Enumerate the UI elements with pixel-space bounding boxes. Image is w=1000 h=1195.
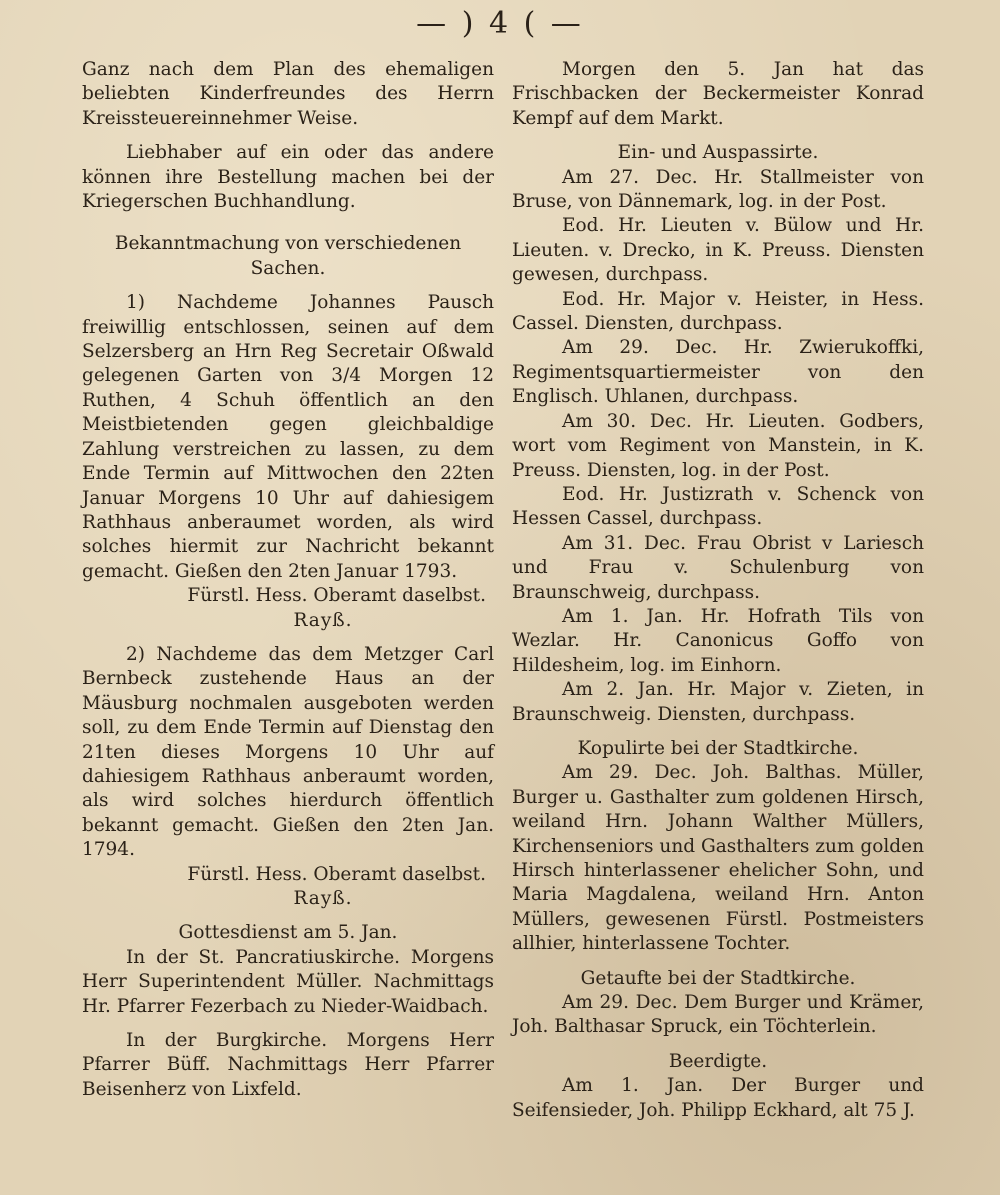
traveller-entry: Eod. Hr. Major v. Heister, in Hess. Cassel. Diensten, durchpass. xyxy=(512,288,924,335)
church-service-heading: Gottesdienst am 5. Jan. xyxy=(178,922,398,944)
notice-house-sale: 2) Nachdeme das dem Metzger Carl Bernbeck zustehende Haus an der Mäusburg nochmalen ausgeboten werden soll, zu dem Ende Termin auf Dienstag den 21ten dieses Morgens 10 Uhr auf dahiesigem Rathhaus anberaumt worden, als wird solches hierdurch öffentlich bekannt gemacht. Gießen den 2ten Jan. 1794. xyxy=(82,643,494,861)
traveller-entry: Eod. Hr. Lieuten v. Bülow und Hr. Lieuten. v. Drecko, in K. Preuss. Diensten gewesen, durchpass. xyxy=(512,215,924,286)
travellers-heading: Ein- und Auspassirte. xyxy=(617,142,819,164)
notice-garden-sale: 1) Nachdeme Johannes Pausch freiwillig entschlossen, seinen auf dem Selzersberg an Hrn Reg Secretair Oßwald gelegenen Garten von 3/4 Morgen 12 Ruthen, 4 Schuh öffentlich an den Meistbietenden gegen gleichbaldige Zahlung verstreichen zu lassen, zu dem Ende Termin auf Mittwochen den 22ten Januar Morgens 10 Uhr auf dahiesigem Rathhaus anberaumet worden, als wird solches hiermit zur Nachricht bekannt gemacht. Gießen den 2ten Januar 1793. xyxy=(82,292,494,582)
marriages-heading: Kopulirte bei der Stadtkirche. xyxy=(577,737,859,759)
right-column xyxy=(512,58,924,1123)
marriage-entry: Am 29. Dec. Joh. Balthas. Müller, Burger u. Gasthalter zum goldenen Hirsch, weiland Hrn. Johann Walther Müllers, Kirchenseniors und Gasthalters zum golden Hirsch hinterlassener ehelicher Sohn, und Maria Magdalena, weiland Hrn. Anton Müllers, gewesenen Fürstl. Postmeisters allhier, hinterlassene Tochter. xyxy=(512,762,924,955)
traveller-entry: Am 31. Dec. Frau Obrist v Lariesch und Frau v. Schulenburg von Braunschweig, durchpass. xyxy=(512,532,924,603)
notice2-signature-office: Fürstl. Hess. Oberamt daselbst. xyxy=(187,863,486,885)
notice2-signature-name: Rayß. xyxy=(293,888,353,909)
baptisms-heading: Getaufte bei der Stadtkirche. xyxy=(580,967,856,989)
announcements-heading: Bekanntmachung von verschiedenen Sachen. xyxy=(114,233,462,279)
left-column xyxy=(82,58,494,1102)
service-burgkirche: In der Burgkirche. Morgens Herr Pfarrer Büff. Nachmittags Herr Pfarrer Beisenherz von Lixfeld. xyxy=(82,1030,494,1100)
traveller-entry: Am 30. Dec. Hr. Lieuten. Godbers, wort vom Regiment von Manstein, in K. Preuss. Diensten, log. in der Post. xyxy=(512,410,924,481)
burial-entry: Am 1. Jan. Der Burger und Seifensieder, Joh. Philipp Eckhard, alt 75 J. xyxy=(512,1075,924,1121)
notice1-signature-office: Fürstl. Hess. Oberamt daselbst. xyxy=(187,585,486,607)
traveller-entry: Am 29. Dec. Hr. Zwierukoffki, Regimentsquartiermeister von den Englisch. Uhlanen, durchpass. xyxy=(512,337,924,408)
traveller-entry: Eod. Hr. Justizrath v. Schenck von Hessen Cassel, durchpass. xyxy=(512,483,924,530)
notice1-signature-name: Rayß. xyxy=(293,609,353,631)
traveller-entry: Am 1. Jan. Hr. Hofrath Tils von Wezlar. Hr. Canonicus Goffo von Hildesheim, log. im Einhorn. xyxy=(512,605,924,676)
page-number: — ) 4 ( — xyxy=(416,6,584,41)
order-paragraph: Liebhaber auf ein oder das andere können ihre Bestellung machen bei der Kriegerschen Buchhandlung. xyxy=(82,142,494,213)
traveller-entry: Am 27. Dec. Hr. Stallmeister von Bruse, von Dännemark, log. in der Post. xyxy=(512,166,924,213)
service-pancratius: In der St. Pancratiuskirche. Morgens Herr Superintendent Müller. Nachmittags Hr. Pfarrer Fezerbach zu Nieder-Waidbach. xyxy=(82,946,494,1017)
burials-heading: Beerdigte. xyxy=(668,1050,768,1072)
intro-paragraph: Ganz nach dem Plan des ehemaligen beliebten Kinderfreundes des Herrn Kreissteuereinnehmer Weise. xyxy=(82,59,494,129)
bakery-notice: Morgen den 5. Jan hat das Frischbacken der Beckermeister Konrad Kempf auf dem Markt. xyxy=(512,59,924,129)
traveller-entry: Am 2. Jan. Hr. Major v. Zieten, in Braunschweig. Diensten, durchpass. xyxy=(512,679,924,725)
baptism-entry: Am 29. Dec. Dem Burger und Krämer, Joh. Balthasar Spruck, ein Töchterlein. xyxy=(512,992,924,1038)
